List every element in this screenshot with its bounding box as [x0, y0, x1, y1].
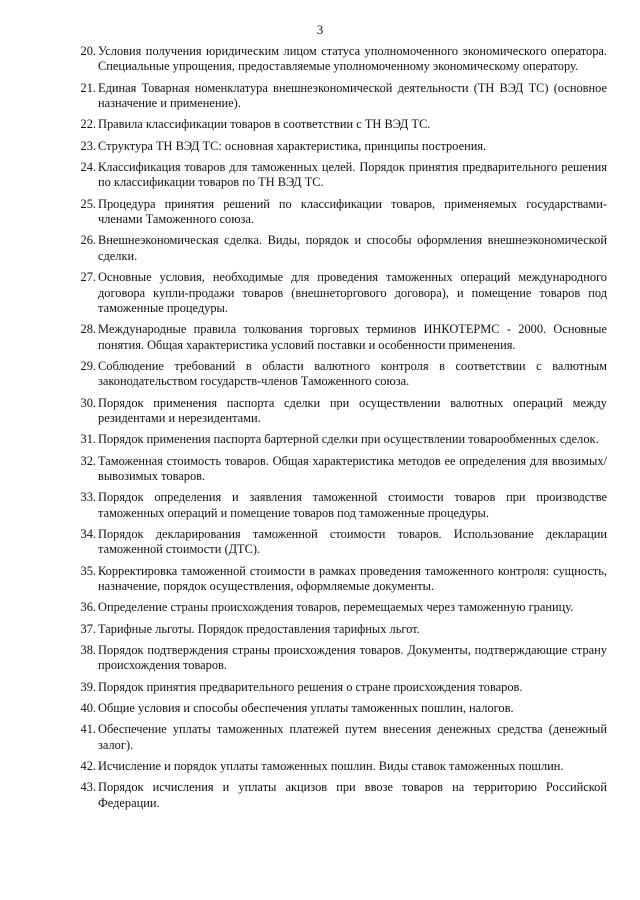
item-text: Соблюдение требований в области валютного контроля в соответствии с валютным законодательством государств-членов Таможенного союза. [98, 358, 607, 389]
item-number: 37. [80, 621, 96, 636]
item-number: 20. [80, 44, 96, 58]
item-text: Порядок применения паспорта сделки при осуществлении валютных операций между резидентами и нерезидентами. [98, 395, 607, 426]
list-item [74, 600, 607, 615]
item-text: Международные правила толкования торговых терминов ИНКОТЕРМС - 2000. Основные понятия. Общая характеристика условий поставки и особенности применения. [98, 322, 607, 352]
item-text: Основные условия, необходимые для проведения таможенных операций международного договора купли-продажи товаров (внешнеторгового договора), и помещение товаров под таможенные процедуры. [98, 270, 607, 315]
list-item [74, 359, 607, 390]
item-text: Структура ТН ВЭД ТС: основная характеристика, принципы построения. [98, 138, 487, 153]
item-text: Порядок декларирования таможенной стоимости товаров. Использование декларации таможенной стоимости (ДТС). [98, 527, 607, 557]
exam-questions-list [74, 44, 607, 817]
item-number: 38. [80, 643, 96, 658]
list-item [74, 527, 607, 558]
item-number: 43. [80, 780, 96, 795]
list-item [74, 759, 607, 774]
item-number: 41. [80, 722, 96, 737]
list-item [74, 622, 607, 637]
list-item [74, 322, 607, 353]
item-text: Исчисление и порядок уплаты таможенных пошлин. Виды ставок таможенных пошлин. [98, 759, 564, 774]
item-text: Правила классификации товаров в соответствии с ТН ВЭД ТС. [98, 117, 431, 132]
item-number: 21. [80, 80, 96, 95]
item-number: 27. [80, 270, 96, 285]
list-item [74, 81, 607, 112]
item-number: 42. [80, 759, 96, 774]
list-item [74, 432, 607, 447]
item-text: Внешнеэкономическая сделка. Виды, порядок и способы оформления внешнеэкономической сделки. [98, 233, 607, 263]
item-text: Условия получения юридическим лицом статуса уполномоченного экономического оператора. Специальные упрощения, предоставляемые уполномоченному экономическому оператору. [98, 44, 607, 74]
list-item [74, 454, 607, 485]
list-item [74, 44, 607, 75]
page-number: 3 [316, 22, 324, 37]
item-number: 30. [80, 395, 96, 410]
list-item [74, 722, 607, 753]
list-item [74, 564, 607, 595]
item-number: 34. [80, 527, 96, 542]
item-number: 24. [80, 160, 96, 174]
list-item [74, 270, 607, 316]
item-text: Обеспечение уплаты таможенных платежей путем внесения денежных средства (денежный залог). [98, 722, 607, 752]
list-item [74, 139, 607, 154]
item-text: Порядок подтверждения страны происхождения товаров. Документы, подтверждающие страну происхождения товаров. [98, 643, 607, 673]
item-number: 26. [80, 233, 96, 248]
item-number: 31. [80, 432, 96, 447]
item-text: Таможенная стоимость товаров. Общая характеристика методов ее определения для ввозимых/вывозимых товаров. [98, 453, 607, 484]
item-number: 23. [80, 138, 96, 153]
item-number: 25. [80, 196, 96, 211]
item-number: 36. [80, 600, 96, 615]
list-item [74, 643, 607, 674]
list-item [74, 780, 607, 811]
item-number: 40. [80, 701, 96, 716]
list-item [74, 701, 607, 716]
list-item [74, 233, 607, 264]
item-text: Классификация товаров для таможенных целей. Порядок принятия предварительного решения по классификации товаров по ТН ВЭД ТС. [98, 160, 607, 190]
list-item [74, 396, 607, 427]
item-number: 28. [80, 322, 96, 337]
list-item [74, 490, 607, 521]
item-text: Порядок применения паспорта бартерной сделки при осуществлении товарообменных сделок. [98, 432, 599, 447]
item-text: Корректировка таможенной стоимости в рамках проведения таможенного контроля: сущность, назначение, порядок осуществления, оформляемые документы. [98, 563, 607, 594]
item-text: Порядок принятия предварительного решения о стране происхождения товаров. [98, 679, 523, 694]
list-item [74, 160, 607, 191]
list-item [74, 680, 607, 695]
item-number: 33. [80, 490, 96, 505]
list-item [74, 117, 607, 132]
item-number: 35. [80, 563, 96, 578]
item-number: 32. [80, 453, 96, 468]
item-number: 22. [80, 117, 96, 132]
item-text: Единая Товарная номенклатура внешнеэкономической деятельности (ТН ВЭД ТС) (основное назначение и применение). [98, 80, 607, 111]
item-number: 39. [80, 679, 96, 694]
item-text: Процедура принятия решений по классификации товаров, применяемых государствами-членами Таможенного союза. [98, 196, 607, 227]
item-text: Тарифные льготы. Порядок предоставления тарифных льгот. [98, 621, 420, 636]
item-text: Общие условия и способы обеспечения уплаты таможенных пошлин, налогов. [98, 701, 514, 716]
item-number: 29. [80, 358, 96, 373]
item-text: Определение страны происхождения товаров, перемещаемых через таможенную границу. [98, 600, 574, 615]
item-text: Порядок исчисления и уплаты акцизов при ввозе товаров на территорию Российской Федерации. [98, 780, 607, 810]
item-text: Порядок определения и заявления таможенной стоимости товаров при производстве таможенных операций и помещение товаров под таможенные процедуры. [98, 490, 607, 520]
list-item [74, 197, 607, 228]
